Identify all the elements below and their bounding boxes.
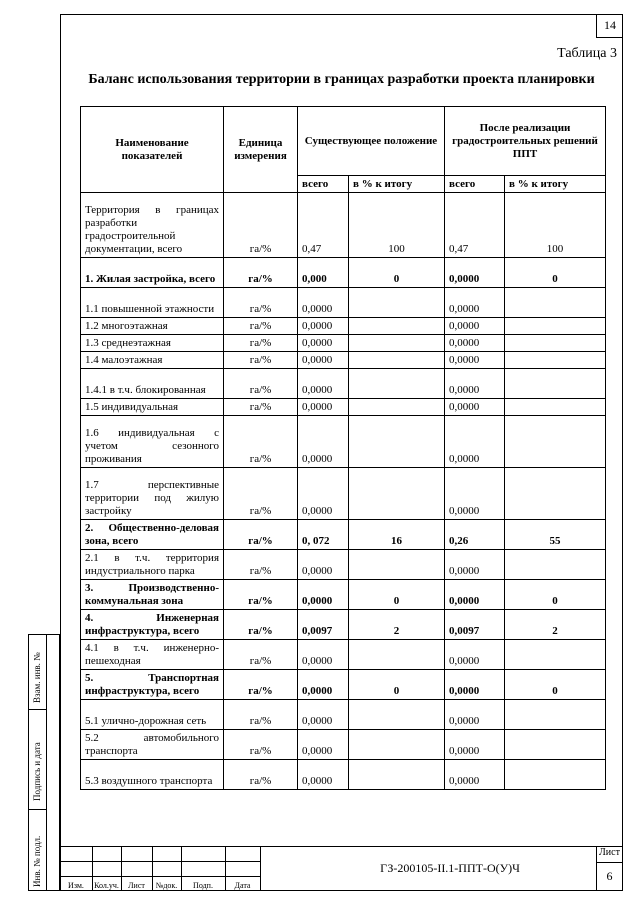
- table-row: [81, 288, 606, 318]
- row-existing-pct: [349, 416, 445, 468]
- row-existing-total: 0,0000: [298, 730, 349, 760]
- row-after-total: 0,0097: [445, 610, 505, 640]
- row-unit: га/%: [224, 520, 298, 550]
- row-unit: га/%: [224, 640, 298, 670]
- row-after-pct: [505, 700, 606, 730]
- row-after-pct: [505, 335, 606, 352]
- table-row: [81, 640, 606, 670]
- row-name: 4. Инженерная инфраструктура, всего: [81, 610, 224, 640]
- row-existing-pct: 0: [349, 258, 445, 288]
- document-code: ГЗ-200105-II.1-ППТ-О(У)Ч: [380, 861, 520, 875]
- row-after-total: 0,0000: [445, 416, 505, 468]
- row-after-total: 0,0000: [445, 640, 505, 670]
- row-after-pct: 55: [505, 520, 606, 550]
- row-after-total: 0,0000: [445, 399, 505, 416]
- row-after-total: 0,0000: [445, 288, 505, 318]
- row-existing-total: 0,0000: [298, 550, 349, 580]
- row-after-total: 0,0000: [445, 335, 505, 352]
- row-name: 5.1 улично-дорожная сеть: [81, 700, 224, 730]
- row-existing-pct: [349, 700, 445, 730]
- header-pct-after: в % к итогу: [505, 176, 606, 193]
- row-after-pct: [505, 399, 606, 416]
- row-after-pct: [505, 318, 606, 335]
- row-existing-total: 0,0000: [298, 318, 349, 335]
- header-total-after: всего: [445, 176, 505, 193]
- row-name: 3. Производственно-коммунальная зона: [81, 580, 224, 610]
- table-row: [81, 610, 606, 640]
- row-existing-pct: [349, 318, 445, 335]
- table-row: [81, 258, 606, 288]
- row-unit: га/%: [224, 610, 298, 640]
- row-after-total: 0,0000: [445, 468, 505, 520]
- row-unit: га/%: [224, 730, 298, 760]
- table-row: [81, 468, 606, 520]
- row-unit: га/%: [224, 352, 298, 369]
- table-row: [81, 352, 606, 369]
- row-after-total: 0,0000: [445, 352, 505, 369]
- row-existing-pct: [349, 335, 445, 352]
- table-label: Таблица 3: [557, 46, 617, 61]
- row-existing-total: 0,0000: [298, 580, 349, 610]
- row-after-total: 0,47: [445, 193, 505, 258]
- row-after-pct: 100: [505, 193, 606, 258]
- table-row: [81, 520, 606, 550]
- page-number: 14: [596, 14, 623, 38]
- row-unit: га/%: [224, 193, 298, 258]
- row-existing-pct: 2: [349, 610, 445, 640]
- row-after-total: 0,26: [445, 520, 505, 550]
- header-after: После реализации градостроительных решений ППТ: [445, 107, 606, 176]
- row-existing-total: 0,0000: [298, 352, 349, 369]
- row-after-pct: [505, 760, 606, 790]
- row-unit: га/%: [224, 335, 298, 352]
- row-after-pct: [505, 369, 606, 399]
- row-unit: га/%: [224, 399, 298, 416]
- stamp-izm: Изм.: [68, 881, 84, 890]
- row-existing-total: 0,0000: [298, 640, 349, 670]
- row-after-total: 0,0000: [445, 258, 505, 288]
- row-unit: га/%: [224, 580, 298, 610]
- row-existing-total: 0,0000: [298, 399, 349, 416]
- stamp-kol: Кол.уч.: [94, 881, 119, 890]
- row-unit: га/%: [224, 550, 298, 580]
- stamp-data: Дата: [234, 881, 251, 890]
- table-row: [81, 318, 606, 335]
- row-after-total: 0,0000: [445, 730, 505, 760]
- side-stamp-podpis: Подпись и дата: [32, 742, 42, 801]
- row-name: 1.1 повышенной этажности: [81, 288, 224, 318]
- row-existing-pct: [349, 399, 445, 416]
- row-unit: га/%: [224, 468, 298, 520]
- row-existing-pct: [349, 760, 445, 790]
- row-after-pct: 0: [505, 580, 606, 610]
- table-row: [81, 550, 606, 580]
- row-existing-total: 0,47: [298, 193, 349, 258]
- table-row: [81, 580, 606, 610]
- row-name: Территория в границах разработки градостроительной документации, всего: [81, 193, 224, 258]
- row-after-pct: [505, 730, 606, 760]
- row-existing-pct: [349, 352, 445, 369]
- row-existing-total: 0,0000: [298, 468, 349, 520]
- row-unit: га/%: [224, 318, 298, 335]
- title-block: [60, 846, 623, 891]
- row-after-total: 0,0000: [445, 550, 505, 580]
- stamp-list-number: 6: [606, 869, 613, 883]
- row-name: 1.5 индивидуальная: [81, 399, 224, 416]
- row-name: 1.2 многоэтажная: [81, 318, 224, 335]
- header-name: Наименование показателей: [81, 107, 224, 193]
- row-after-pct: [505, 550, 606, 580]
- row-existing-total: 0,0000: [298, 700, 349, 730]
- header-total: всего: [298, 176, 349, 193]
- row-name: 1.4 малоэтажная: [81, 352, 224, 369]
- row-existing-total: 0,0000: [298, 670, 349, 700]
- row-existing-pct: [349, 730, 445, 760]
- row-unit: га/%: [224, 258, 298, 288]
- row-after-pct: 2: [505, 610, 606, 640]
- table-row: [81, 193, 606, 258]
- row-name: 2.1 в т.ч. территория индустриального парка: [81, 550, 224, 580]
- row-existing-total: 0, 072: [298, 520, 349, 550]
- row-after-total: 0,0000: [445, 369, 505, 399]
- row-existing-pct: [349, 288, 445, 318]
- row-existing-total: 0,0097: [298, 610, 349, 640]
- row-name: 1.7 перспективные территории под жилую застройку: [81, 468, 224, 520]
- side-stamp-inv: Инв. № подл.: [32, 835, 42, 887]
- row-unit: га/%: [224, 288, 298, 318]
- side-stamp: [28, 634, 60, 891]
- row-after-pct: 0: [505, 670, 606, 700]
- row-name: 4.1 в т.ч. инженерно-пешеходная: [81, 640, 224, 670]
- row-existing-pct: 100: [349, 193, 445, 258]
- row-existing-pct: [349, 640, 445, 670]
- row-unit: га/%: [224, 670, 298, 700]
- row-existing-total: 0,0000: [298, 288, 349, 318]
- row-existing-pct: [349, 468, 445, 520]
- row-after-pct: [505, 416, 606, 468]
- table-row: [81, 670, 606, 700]
- table-row: [81, 369, 606, 399]
- stamp-list-label: Лист: [599, 847, 620, 858]
- row-name: 1.6 индивидуальная с учетом сезонного проживания: [81, 416, 224, 468]
- row-name: 5.3 воздушного транспорта: [81, 760, 224, 790]
- row-name: 1. Жилая застройка, всего: [81, 258, 224, 288]
- row-existing-total: 0,0000: [298, 335, 349, 352]
- row-name: 1.4.1 в т.ч. блокированная: [81, 369, 224, 399]
- table-row: [81, 416, 606, 468]
- row-after-pct: [505, 640, 606, 670]
- row-existing-total: 0,0000: [298, 369, 349, 399]
- row-existing-pct: 16: [349, 520, 445, 550]
- table-row: [81, 760, 606, 790]
- row-unit: га/%: [224, 760, 298, 790]
- row-existing-pct: 0: [349, 670, 445, 700]
- side-stamp-vzam: Взам. инв. №: [32, 652, 42, 703]
- row-existing-total: 0,000: [298, 258, 349, 288]
- row-name: 5. Транспортная инфраструктура, всего: [81, 670, 224, 700]
- row-after-pct: [505, 352, 606, 369]
- table-row: [81, 335, 606, 352]
- row-after-pct: 0: [505, 258, 606, 288]
- row-after-total: 0,0000: [445, 670, 505, 700]
- row-existing-pct: [349, 550, 445, 580]
- row-after-total: 0,0000: [445, 580, 505, 610]
- row-name: 2. Общественно-деловая зона, всего: [81, 520, 224, 550]
- row-existing-pct: [349, 369, 445, 399]
- stamp-ndok: №док.: [155, 881, 178, 890]
- stamp-list: Лист: [128, 881, 145, 890]
- balance-table: [80, 106, 606, 790]
- row-after-total: 0,0000: [445, 760, 505, 790]
- row-after-pct: [505, 288, 606, 318]
- row-unit: га/%: [224, 416, 298, 468]
- row-unit: га/%: [224, 369, 298, 399]
- table-row: [81, 700, 606, 730]
- row-name: 1.3 среднеэтажная: [81, 335, 224, 352]
- row-unit: га/%: [224, 700, 298, 730]
- stamp-podp: Подп.: [193, 881, 213, 890]
- row-name: 5.2 автомобильного транспорта: [81, 730, 224, 760]
- document-title: Баланс использования территории в границах разработки проекта планировки: [88, 72, 595, 87]
- row-after-total: 0,0000: [445, 700, 505, 730]
- table-row: [81, 730, 606, 760]
- header-unit: Единица измерения: [224, 107, 298, 193]
- header-pct: в % к итогу: [349, 176, 445, 193]
- row-existing-total: 0,0000: [298, 416, 349, 468]
- row-after-pct: [505, 468, 606, 520]
- row-existing-pct: 0: [349, 580, 445, 610]
- row-existing-total: 0,0000: [298, 760, 349, 790]
- header-existing: Существующее положение: [298, 107, 445, 176]
- row-after-total: 0,0000: [445, 318, 505, 335]
- table-row: [81, 399, 606, 416]
